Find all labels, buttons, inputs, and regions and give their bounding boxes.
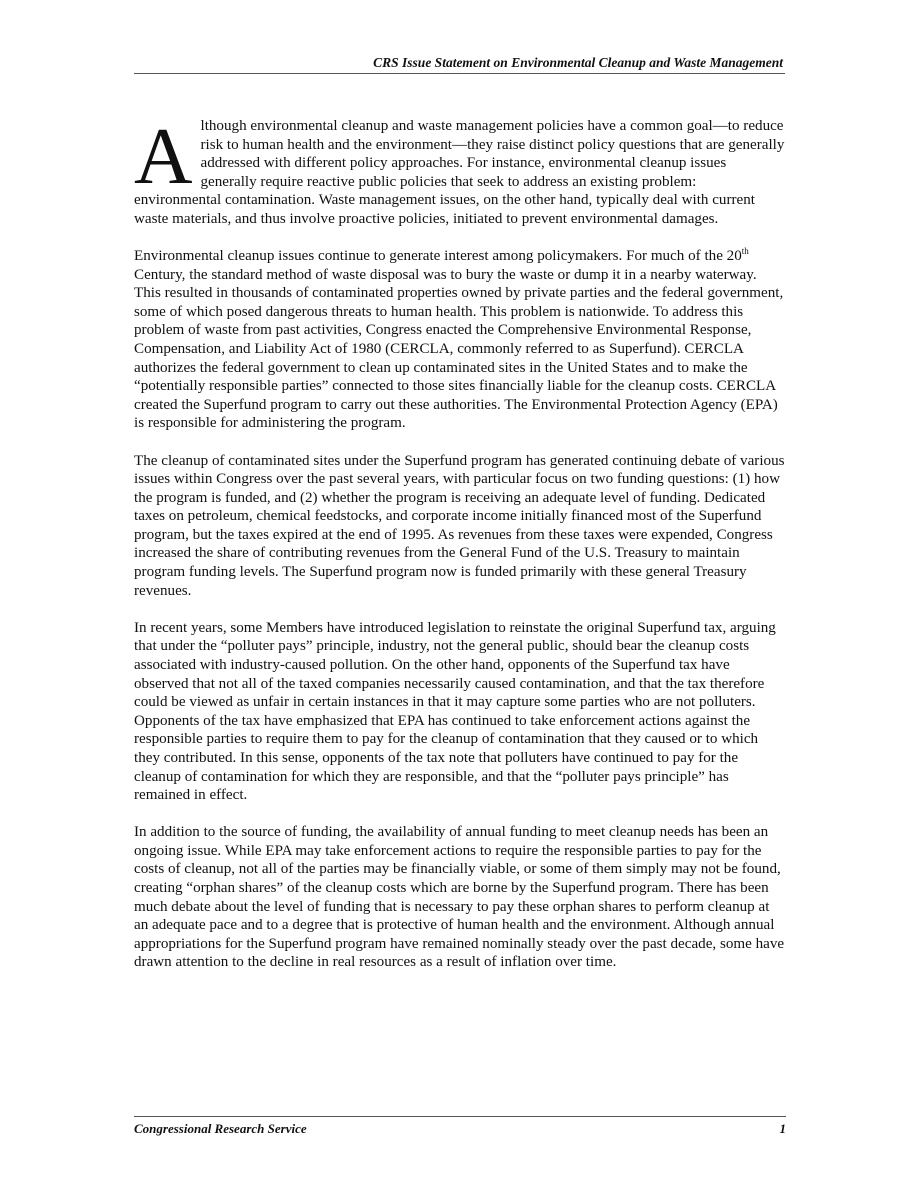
page-footer (134, 1116, 786, 1137)
header-title: CRS Issue Statement on Environmental Cleanup and Waste Management (373, 55, 783, 70)
paragraph-4: In recent years, some Members have introduced legislation to reinstate the original Superfund tax, arguing that under the “polluter pays” principle, industry, not the general public, should bear the cleanup costs associated with industry-caused pollution. On the other hand, opponents of the Superfund tax have observed that not all of the taxed companies necessarily caused contamination, and that the tax therefore could be viewed as unfair in certain instances in that it may capture some parties who are not polluters. Opponents of the tax have emphasized that EPA has continued to take enforcement actions against the responsible parties to require them to pay for the cleanup of contamination that they caused or to which they contributed. In this sense, opponents of the tax note that polluters have continued to pay for the cleanup of contamination for which they are responsible, and that the “polluter pays principle” has remained in effect. (134, 619, 776, 804)
page-number: 1 (779, 1121, 786, 1136)
running-header (134, 54, 785, 74)
paragraph-2-part-b: Century, the standard method of waste disposal was to bury the waste or dump it in a nearby waterway. This resulted in thousands of contaminated properties owned by private parties and the federal government, some of which posed dangerous threats to human health. This problem is nationwide. To address this problem of waste from past activities, Congress enacted the Comprehensive Environmental Response, Compensation, and Liability Act of 1980 (CERCLA, commonly referred to as Superfund). CERCLA authorizes the federal government to clean up contaminated sites in the United States and to make the “potentially responsible parties” connected to those sites financially liable for the cleanup costs. CERCLA created the Superfund program to carry out these authorities. The Environmental Protection Agency (EPA) is responsible for administering the program. (134, 266, 784, 432)
footer-publisher: Congressional Research Service (134, 1121, 307, 1136)
paragraph-1 (134, 111, 786, 229)
paragraph-2 (134, 247, 786, 433)
paragraph-5: In addition to the source of funding, the availability of annual funding to meet cleanup needs has been an ongoing issue. While EPA may take enforcement actions to require the responsible parties to pay for the costs of cleanup, not all of the parties may be financially viable, or some of them simply may not be found, creating “orphan shares” of the cleanup costs which are borne by the Superfund program. There has been much debate about the level of funding that is necessary to pay these orphan shares to perform cleanup at an adequate pace and to a degree that is protective of human health and the environment. Although annual appropriations for the Superfund program have remained nominally steady over the past decade, some have drawn attention to the decline in real resources as a result of inflation over time. (134, 824, 785, 971)
superscript: th (741, 246, 749, 257)
paragraph-2-part-a: Environmental cleanup issues continue to generate interest among policymakers. For much of the 20 (134, 248, 742, 265)
body-text (134, 111, 786, 990)
paragraph-3: The cleanup of contaminated sites under the Superfund program has generated continuing debate of various issues within Congress over the past several years, with particular focus on two funding questions: (1) how the program is funded, and (2) whether the program is receiving an adequate level of funding. Dedicated taxes on petroleum, chemical feedstocks, and corporate income initially financed most of the Superfund program, but the taxes expired at the end of 1995. As revenues from these taxes were expended, Congress increased the share of contributing revenues from the General Fund of the U.S. Treasury to maintain program funding levels. The Superfund program now is funded primarily with these general Treasury revenues. (134, 452, 785, 599)
paragraph-1-text: lthough environmental cleanup and waste management policies have a common goal—to reduce risk to human health and the environment—they raise distinct policy questions that are generally addressed with different policy approaches. For instance, environmental cleanup issues generally require reactive public policies that seek to address an existing problem: environmental contamination. Waste management issues, on the other hand, typically deal with current waste materials, and thus involve proactive policies, initiated to prevent environmental damages. (134, 118, 785, 227)
header-rule (134, 73, 785, 74)
drop-cap: A (134, 111, 193, 201)
